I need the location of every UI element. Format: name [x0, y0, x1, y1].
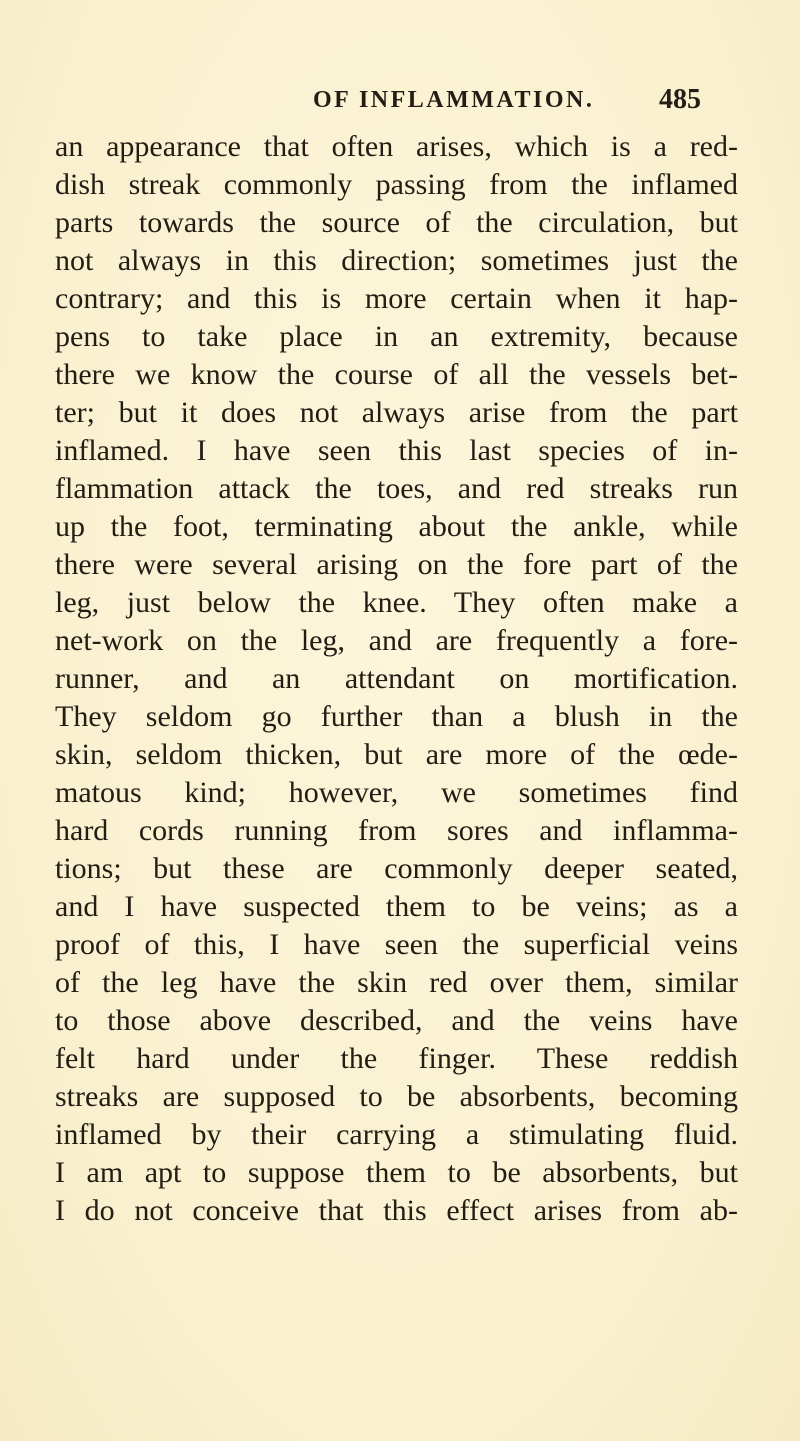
text-line: not always in this direction; sometimes just the	[55, 244, 738, 277]
page-number: 485	[659, 84, 701, 115]
text-line: there we know the course of all the vessels bet-	[55, 358, 738, 391]
text-line: parts towards the source of the circulation, but	[55, 206, 738, 239]
text-line: They seldom go further than a blush in the	[55, 700, 738, 733]
page-header	[0, 80, 800, 120]
text-line: ter; but it does not always arise from the part	[55, 396, 738, 429]
text-line: of the leg have the skin red over them, similar	[55, 966, 738, 999]
text-line: streaks are supposed to be absorbents, becoming	[55, 1080, 738, 1113]
text-line: contrary; and this is more certain when it hap-	[55, 282, 738, 315]
text-line: and I have suspected them to be veins; as a	[55, 890, 738, 923]
text-line: pens to take place in an extremity, because	[55, 320, 738, 353]
text-line: leg, just below the knee. They often make a	[55, 586, 738, 619]
running-head: OF INFLAMMATION.	[313, 87, 595, 113]
text-line: to those above described, and the veins have	[55, 1004, 738, 1037]
text-line: up the foot, terminating about the ankle, while	[55, 510, 738, 543]
text-line: tions; but these are commonly deeper seated,	[55, 852, 738, 885]
text-line: I do not conceive that this effect arises from ab-	[55, 1194, 738, 1227]
text-line: runner, and an attendant on mortification.	[55, 662, 738, 695]
body-text	[55, 128, 738, 1230]
text-line: proof of this, I have seen the superficial veins	[55, 928, 738, 961]
text-line: hard cords running from sores and inflamma-	[55, 814, 738, 847]
text-line: matous kind; however, we sometimes find	[55, 776, 738, 809]
text-line: net-work on the leg, and are frequently a fore-	[55, 624, 738, 657]
text-line: inflamed by their carrying a stimulating fluid.	[55, 1118, 738, 1151]
text-line: an appearance that often arises, which is a red-	[55, 130, 738, 163]
text-line: felt hard under the finger. These reddish	[55, 1042, 738, 1075]
text-line: inflamed. I have seen this last species of in-	[55, 434, 738, 467]
text-line: there were several arising on the fore part of the	[55, 548, 738, 581]
text-line: dish streak commonly passing from the inflamed	[55, 168, 738, 201]
text-line: skin, seldom thicken, but are more of the œde-	[55, 738, 738, 771]
text-line: I am apt to suppose them to be absorbents, but	[55, 1156, 738, 1189]
text-line: flammation attack the toes, and red streaks run	[55, 472, 738, 505]
